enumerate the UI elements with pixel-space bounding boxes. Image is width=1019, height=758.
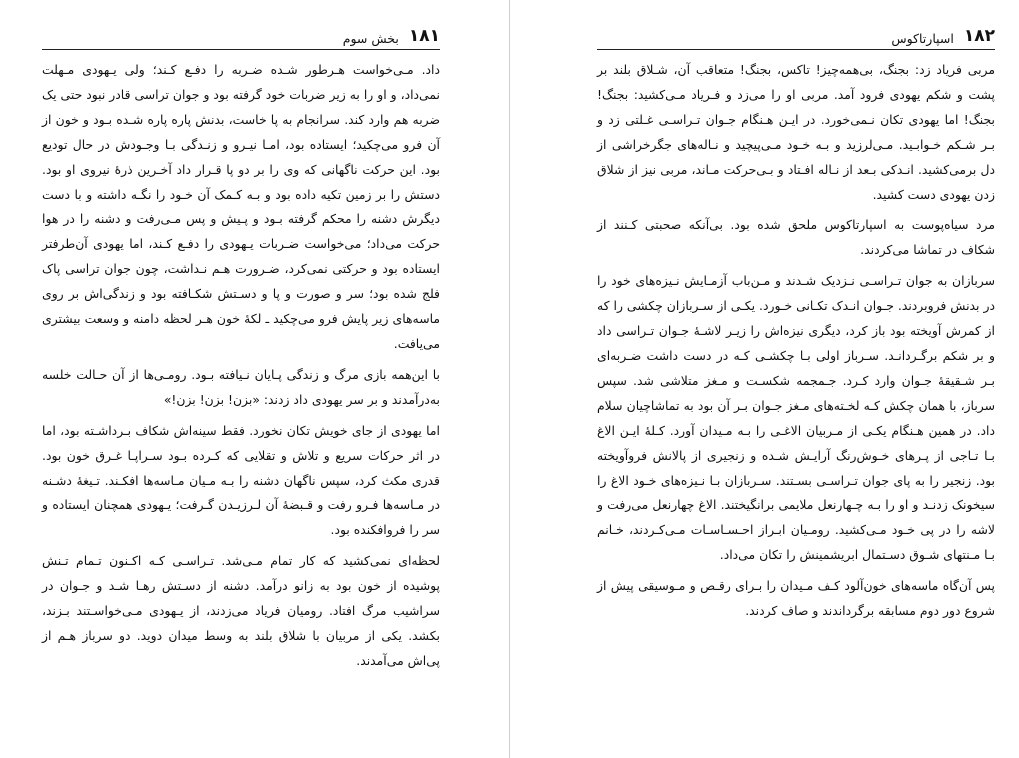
paragraph: مرد سیاه‌پوست به اسپارتاکوس ملحق شده بود. بی‌آنکه صحبتی کـنند از شکاف در تماشا می‌کردند. xyxy=(597,217,995,258)
paragraph: مربی فریاد زد: بجنگ، بی‌همه‌چیز! تاکس، بجنگ! متعاقب آن، شـلاق بلند بر پشت و شکم یهودی فرود آمد. مربی او را می‌زد و فـریاد مـی‌کشید: بجنگ! بجنگ! اما یهودی تکان نـمی‌خورد. در ایـن هـنگام جـوان تـراسـی غـلتی زد و بـر شـکم خـوابـید. مـی‌لرزید و بـه خـود مـی‌پیچید و نـاله‌های جگرخراشی از دل برمی‌کشید. انـدکی بـعد از نـاله افـتاد و بـی‌حرکت مـاند، مربی نیز از شلاق زدن یهودی دست کشید. xyxy=(597,62,995,202)
left-page xyxy=(0,0,509,758)
left-page-header xyxy=(42,22,440,50)
left-page-running-title: بخش سوم xyxy=(342,31,399,46)
right-page-number: ۱۸۲ xyxy=(963,26,995,46)
right-page-text xyxy=(597,58,995,630)
paragraph: با این‌همه بازی مرگ و زندگی پـایان نـیافته بـود. رومـی‌ها از آن حـالت خلسه به‌درآمدند و بر سر یهودی داد زدند: «بزن! بزن! بزن!» xyxy=(42,366,440,407)
paragraph: لحظه‌ای نمی‌کشید که کار تمام مـی‌شد. تـراسـی کـه اکـنون تـمام تـنش پوشیده از خون بود به زانو درآمد. دشنه از دسـتش رهـا شـد و جـوان در سراشیب مرگ افتاد. رومیان فریاد می‌زدند، از یـهودی مـی‌خواسـتند بـزند، بکشد. یکی از مربیان با شلاق بلند به وسط میدان دوید. دو سرباز هـم از پی‌اش می‌آمدند. xyxy=(42,553,440,668)
left-page-number: ۱۸۱ xyxy=(408,26,440,46)
paragraph: اما یهودی از جای خویش تکان نخورد. فقط سینه‌اش شکاف بـرداشـته بود، اما در اثر حرکات سریع و تلاش و تقلایی که کـرده بـود سـراپـا غـرق خون بود. قدری مکث کرد، سپس ناگهان دشنه را بـه مـیان مـاسه‌ها افکـند. تـیغهٔ دشـنه در مـاسه‌ها فـرو رفت و قـبضهٔ آن لـرزیـدن گـرفت؛ یـهودی همچنان ایستاده و سر را فروافکنده بود. xyxy=(42,422,440,538)
right-page-running-title: اسپارتاکوس xyxy=(891,31,954,46)
right-page-header xyxy=(597,22,995,50)
right-page xyxy=(510,0,1019,758)
paragraph: سربازان به جوان تـراسـی نـزدیک شـدند و مـن‌باب آزمـایش نـیزه‌های خود را در بدنش فروبردند. جـوان انـدک تکـانی خـورد. یکـی از سـربازان چکشی را که از کمرش آویخته بود باز کرد، دیگری نیزه‌اش را زیـر لاشـهٔ جـوان تـراسی داد و بر شکم برگـردانـد. سـرباز اولی بـا چکشـی کـه در دست داشت ضـربه‌ای بـر شـقیقهٔ جـوان وارد کـرد. جـمجمه شکسـت و مـغز متلاشی شد. سپس سرباز، با همان چکش کـه لخـته‌های مـغز جـوان بـر آن بود به تماشاچیان سلام داد. در همین هـنگام یکـی از مـربیان الاغـی را بـه مـیدان آورد. کـلهٔ ایـن الاغ بـا تـاجی از پـرهای خـوش‌رنگ آرایـش شـده و زنجیری از پالانش فروآویخته بود. زنجیر را به پای جوان تـراسـی بسـتند. سـربازان بـا نـیزه‌های خـود الاغ را سیخونک زدنـد و او را بـه چـهارنعل ملایمی برانگیختند. الاغ چهارنعل می‌رفت و لاشه را در پی خـود مـی‌کشید. رومـیان ابـراز احـسـاسـات مـی‌کـردند، خـانم بـا مـنتهای شـوق دسـتمال ابریشمینش را تکان می‌داد. xyxy=(597,273,995,563)
paragraph: پس آن‌گاه ماسه‌های خون‌آلود کـف مـیدان را بـرای رقـص و مـوسیقی پیش از شروع دور دوم مسابقه برگرداندند و صاف کردند. xyxy=(597,578,995,619)
paragraph: داد. مـی‌خواست هـرطور شـده ضـربه را دفـع کـند؛ ولی یـهودی مـهلت نمی‌داد، و او را به زیر ضربات خود گرفته بود و جوان تراسی قادر نبود حتی یک ضربه هم وارد کند. سرانجام به پا خاست، بدنش پاره پاره شـده بـود و خون از آن فرو می‌چکید؛ ایستاده بود، امـا نیـرو و زنـدگی بـا وجـودش در حال تودیع بود. این حرکت ناگهانی که وی را بر دو پا قـرار داد آخـرین ذرهٔ نیروی او بود. دستش را بر زمین تکیه داده بود و بـه کـمک آن خـود را نگـه داشته و با دست دیگرش دشنه را محکم گرفته بـود و پـیش و پس مـی‌رفت و دشنه را در هوا حرکت می‌داد؛ می‌خواست ضـربات یـهودی را دفـع کـند، اما یهودی آن‌طرفتر ایستاده بود و حرکتی نمی‌کرد، ضـرورت هـم نـداشت، چون جوان تراسی پاک فلج شده بود؛ سر و صورت و پا و دسـتش شکـافته بود و زندگی‌اش بر روی ماسه‌های زیر پایش فرو می‌چکید ـ لکهٔ خون هـر لحظه دامنه و وسعت بیشتری می‌یافت. xyxy=(42,62,440,351)
left-page-text xyxy=(42,58,440,680)
